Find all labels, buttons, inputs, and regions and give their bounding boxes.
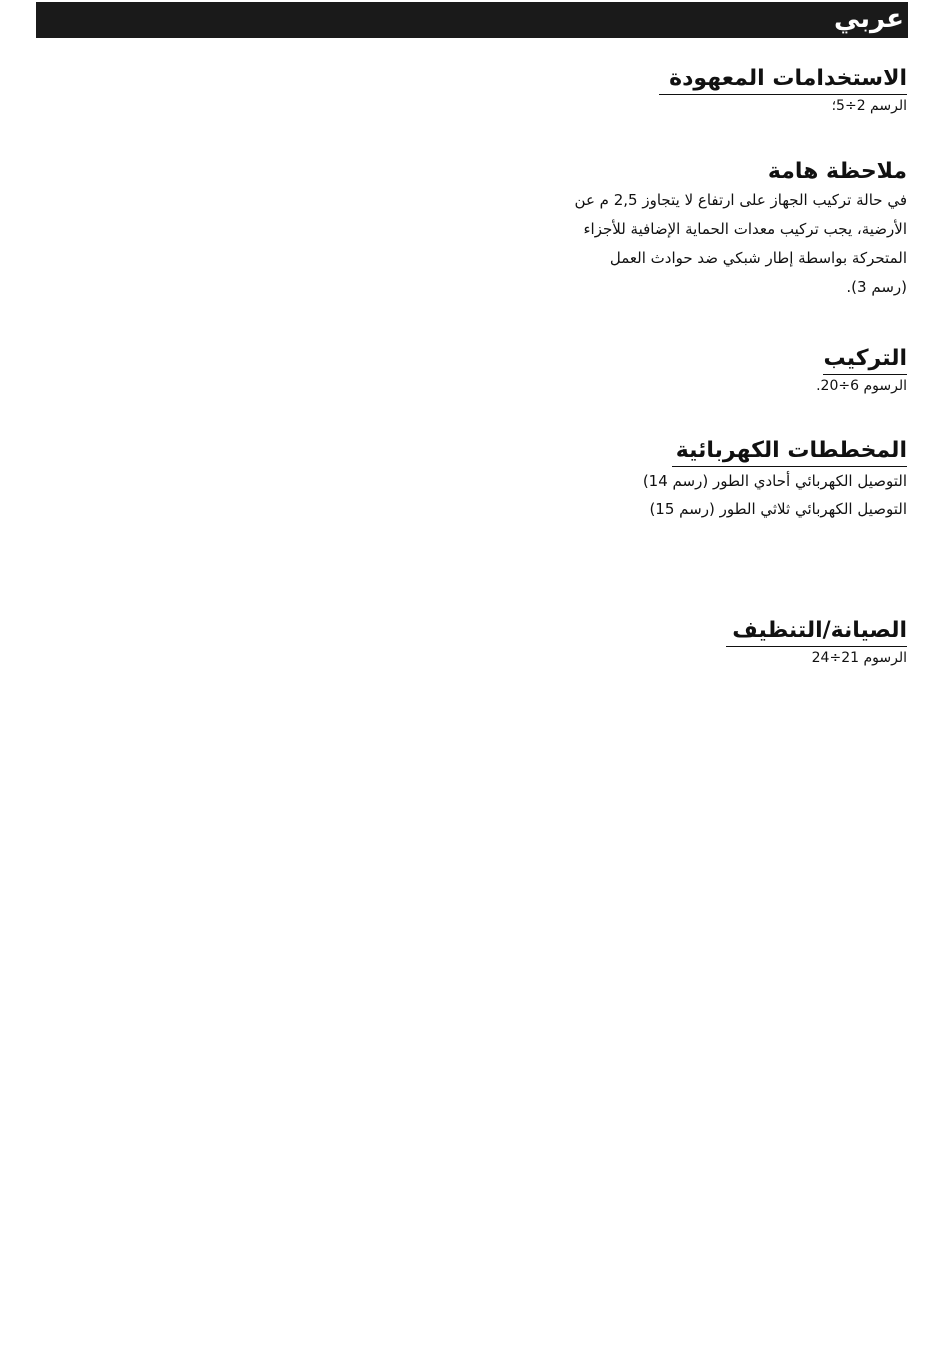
wiring-item-three-phase: التوصيل الكهربائي ثلاثي الطور (رسم 15) (649, 500, 907, 518)
language-header-bar (36, 2, 908, 38)
wiring-title: المخططات الكهربائية (672, 438, 907, 467)
important-note-title: ملاحظة هامة (767, 159, 907, 184)
language-label: عربي (833, 4, 904, 34)
installation-title: التركيب (823, 346, 907, 375)
maintenance-section (726, 618, 907, 668)
important-note-body (575, 186, 907, 302)
note-line: المتحركة بواسطة إطار شبكي ضد حوادث العمل (609, 249, 907, 267)
usage-title: الاستخدامات المعهودة (659, 66, 907, 95)
maintenance-title: الصيانة/التنظيف (726, 618, 907, 647)
note-line: في حالة تركيب الجهاز على ارتفاع لا يتجاوز 2,5 م عن (574, 191, 907, 209)
usage-section (659, 66, 907, 116)
wiring-section (643, 438, 907, 523)
installation-section (816, 346, 907, 396)
note-line: الأرضية، يجب تركيب معدات الحماية الإضافية للأجزاء (583, 220, 907, 238)
installation-figure-ref: الرسوم 6÷20. (816, 378, 907, 394)
important-note-section (575, 158, 907, 302)
note-line: (رسم 3). (846, 278, 907, 296)
wiring-list (643, 467, 907, 523)
wiring-item-single-phase: التوصيل الكهربائي أحادي الطور (رسم 14) (642, 472, 907, 490)
usage-figure-ref: الرسم 2÷5؛ (831, 98, 907, 114)
maintenance-figure-ref: الرسوم 21÷24 (811, 650, 907, 666)
